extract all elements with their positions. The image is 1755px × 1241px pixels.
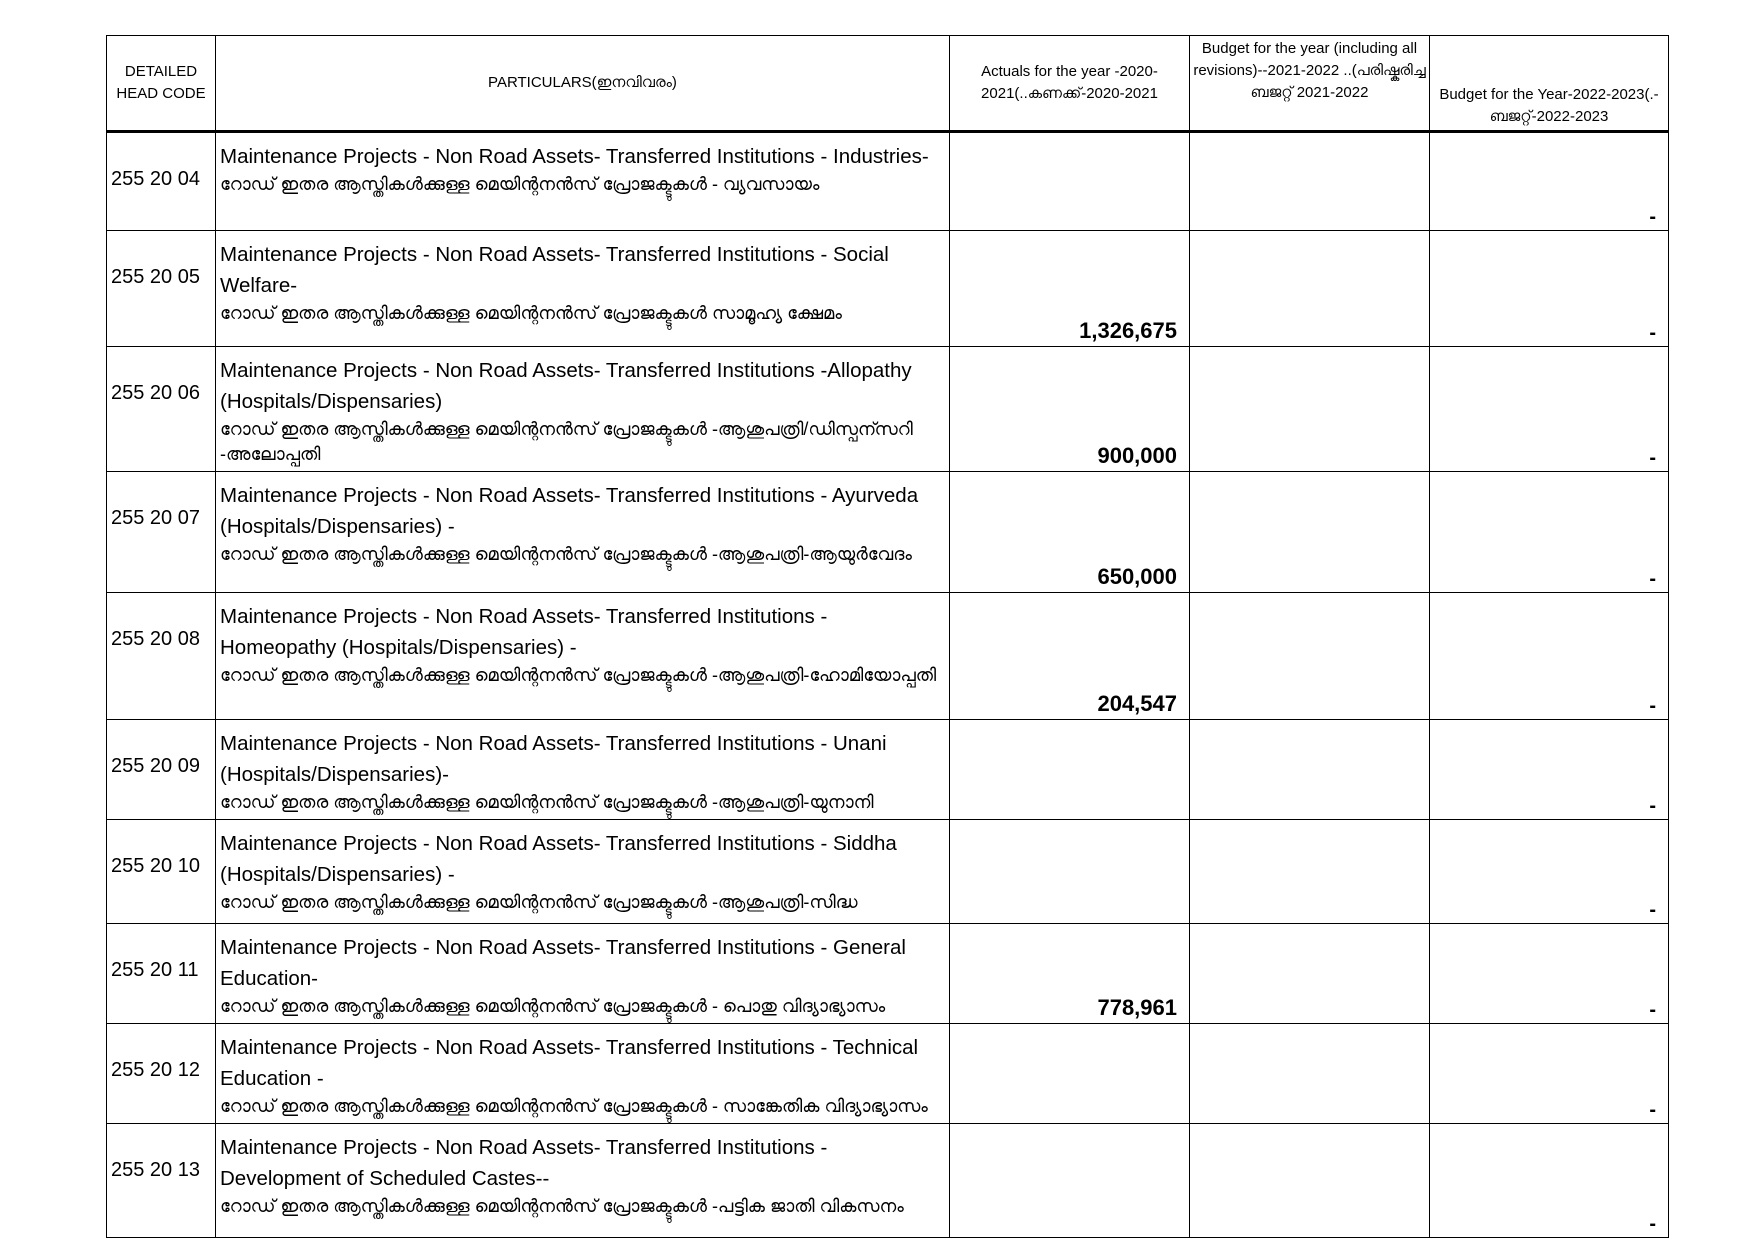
row-code: 255 20 08	[107, 593, 216, 720]
row-particulars	[216, 1124, 950, 1238]
row-revised-budget	[1190, 347, 1430, 472]
row-budget: -	[1430, 720, 1669, 820]
row-budget: -	[1430, 1124, 1669, 1238]
row-revised-budget	[1190, 720, 1430, 820]
row-particulars	[216, 924, 950, 1024]
row-code: 255 20 11	[107, 924, 216, 1024]
budget-sheet	[106, 35, 1668, 1238]
row-budget: -	[1430, 593, 1669, 720]
header-particulars: PARTICULARS(ഇനവിവരം)	[216, 36, 950, 132]
particulars-malayalam: റോഡ് ഇതര ആസ്തികൾക്കുള്ള മെയിന്റനൻസ് പ്രോജക്ടുകൾ - പൊതു വിദ്യാഭ്യാസം	[220, 996, 886, 1016]
row-particulars	[216, 132, 950, 231]
row-particulars	[216, 231, 950, 347]
row-code: 255 20 10	[107, 820, 216, 924]
row-particulars	[216, 820, 950, 924]
particulars-malayalam: റോഡ് ഇതര ആസ്തികൾക്കുള്ള മെയിന്റനൻസ് പ്രോജക്ടുകൾ - വ്യവസായം	[220, 174, 820, 194]
particulars-malayalam: റോഡ് ഇതര ആസ്തികൾക്കുള്ള മെയിന്റനൻസ് പ്രോജക്ടുകൾ -ആശുപത്രി-സിദ്ധ	[220, 892, 858, 912]
header-actuals-2020-2021: Actuals for the year -2020-2021(..കണക്ക്-2020-2021	[950, 36, 1190, 132]
row-particulars	[216, 1024, 950, 1124]
row-actual: 778,961	[950, 924, 1190, 1024]
row-code: 255 20 05	[107, 231, 216, 347]
table-row	[107, 720, 1669, 820]
row-revised-budget	[1190, 132, 1430, 231]
row-actual	[950, 820, 1190, 924]
row-code: 255 20 06	[107, 347, 216, 472]
particulars-malayalam: റോഡ് ഇതര ആസ്തികൾക്കുള്ള മെയിന്റനൻസ് പ്രോജക്ടുകൾ -ആശുപത്രി-ആയുർവേദം	[220, 544, 912, 564]
row-budget: -	[1430, 820, 1669, 924]
row-actual: 650,000	[950, 472, 1190, 593]
row-revised-budget	[1190, 231, 1430, 347]
table-row	[107, 593, 1669, 720]
particulars-english: Maintenance Projects - Non Road Assets- Transferred Institutions - Technical Education -	[220, 1036, 919, 1090]
table-row	[107, 1024, 1669, 1124]
particulars-malayalam: റോഡ് ഇതര ആസ്തികൾക്കുള്ള മെയിന്റനൻസ് പ്രോജക്ടുകൾ - സാങ്കേതിക വിദ്യാഭ്യാസം	[220, 1096, 928, 1116]
row-actual: 204,547	[950, 593, 1190, 720]
table-row	[107, 132, 1669, 231]
particulars-malayalam: റോഡ് ഇതര ആസ്തികൾക്കുള്ള മെയിന്റനൻസ് പ്രോജക്ടുകൾ -പട്ടിക ജാതി വികസനം	[220, 1196, 904, 1216]
row-budget: -	[1430, 472, 1669, 593]
table-row	[107, 347, 1669, 472]
particulars-english: Maintenance Projects - Non Road Assets- Transferred Institutions - Development of Scheduled Castes--	[220, 1136, 828, 1190]
header-budget-2022-2023: Budget for the Year-2022-2023(.-ബജറ്റ്-2022-2023	[1430, 36, 1669, 132]
row-budget: -	[1430, 1024, 1669, 1124]
row-actual: 1,326,675	[950, 231, 1190, 347]
budget-table	[106, 35, 1669, 1238]
table-row	[107, 1124, 1669, 1238]
row-code: 255 20 12	[107, 1024, 216, 1124]
row-actual	[950, 1024, 1190, 1124]
row-budget: -	[1430, 347, 1669, 472]
row-revised-budget	[1190, 1024, 1430, 1124]
row-actual	[950, 132, 1190, 231]
row-revised-budget	[1190, 472, 1430, 593]
particulars-english: Maintenance Projects - Non Road Assets- Transferred Institutions - Social Welfare-	[220, 243, 889, 297]
table-row	[107, 924, 1669, 1024]
particulars-malayalam: റോഡ് ഇതര ആസ്തികൾക്കുള്ള മെയിന്റനൻസ് പ്രോജക്ടുകൾ -ആശുപത്രി-യുനാനി	[220, 792, 874, 812]
particulars-english: Maintenance Projects - Non Road Assets- Transferred Institutions - Siddha (Hospitals/Dispensaries) -	[220, 832, 897, 886]
row-particulars	[216, 720, 950, 820]
particulars-english: Maintenance Projects - Non Road Assets- Transferred Institutions - Ayurveda (Hospitals/Dispensaries) -	[220, 484, 919, 538]
particulars-english: Maintenance Projects - Non Road Assets- Transferred Institutions - Industries-	[220, 145, 929, 168]
row-revised-budget	[1190, 924, 1430, 1024]
header-budget-2021-2022: Budget for the year (including all revisions)--2021-2022 ..(പരിഷ്കരിച്ച ബജറ്റ് 2021-2022	[1190, 36, 1430, 132]
table-row	[107, 820, 1669, 924]
particulars-malayalam: റോഡ് ഇതര ആസ്തികൾക്കുള്ള മെയിന്റനൻസ് പ്രോജക്ടുകൾ സാമൂഹ്യ ക്ഷേമം	[220, 303, 842, 323]
particulars-malayalam: റോഡ് ഇതര ആസ്തികൾക്കുള്ള മെയിന്റനൻസ് പ്രോജക്ടുകൾ -ആശുപത്രി-ഹോമിയോപ്പതി	[220, 665, 937, 685]
particulars-english: Maintenance Projects - Non Road Assets- Transferred Institutions - General Education-	[220, 936, 906, 990]
row-budget: -	[1430, 924, 1669, 1024]
header-row	[107, 36, 1669, 132]
row-particulars	[216, 593, 950, 720]
row-code: 255 20 04	[107, 132, 216, 231]
table-row	[107, 472, 1669, 593]
row-actual	[950, 720, 1190, 820]
row-revised-budget	[1190, 820, 1430, 924]
particulars-english: Maintenance Projects - Non Road Assets- Transferred Institutions - Unani (Hospitals/Dispensaries)-	[220, 732, 887, 786]
row-revised-budget	[1190, 593, 1430, 720]
row-actual: 900,000	[950, 347, 1190, 472]
row-code: 255 20 07	[107, 472, 216, 593]
row-particulars	[216, 347, 950, 472]
row-budget: -	[1430, 132, 1669, 231]
row-code: 255 20 13	[107, 1124, 216, 1238]
row-actual	[950, 1124, 1190, 1238]
row-code: 255 20 09	[107, 720, 216, 820]
row-budget: -	[1430, 231, 1669, 347]
particulars-malayalam: റോഡ് ഇതര ആസ്തികൾക്കുള്ള മെയിന്റനൻസ് പ്രോജക്ടുകൾ -ആശുപത്രി/ഡിസ്പന്സറി -അലോപ്പതി	[220, 419, 913, 464]
table-row	[107, 231, 1669, 347]
row-particulars	[216, 472, 950, 593]
header-detailed-head-code: DETAILED HEAD CODE	[107, 36, 216, 132]
particulars-english: Maintenance Projects - Non Road Assets- Transferred Institutions -Allopathy (Hospitals/Dispensaries)	[220, 359, 912, 413]
row-revised-budget	[1190, 1124, 1430, 1238]
particulars-english: Maintenance Projects - Non Road Assets- Transferred Institutions - Homeopathy (Hospitals/Dispensaries) -	[220, 605, 828, 659]
